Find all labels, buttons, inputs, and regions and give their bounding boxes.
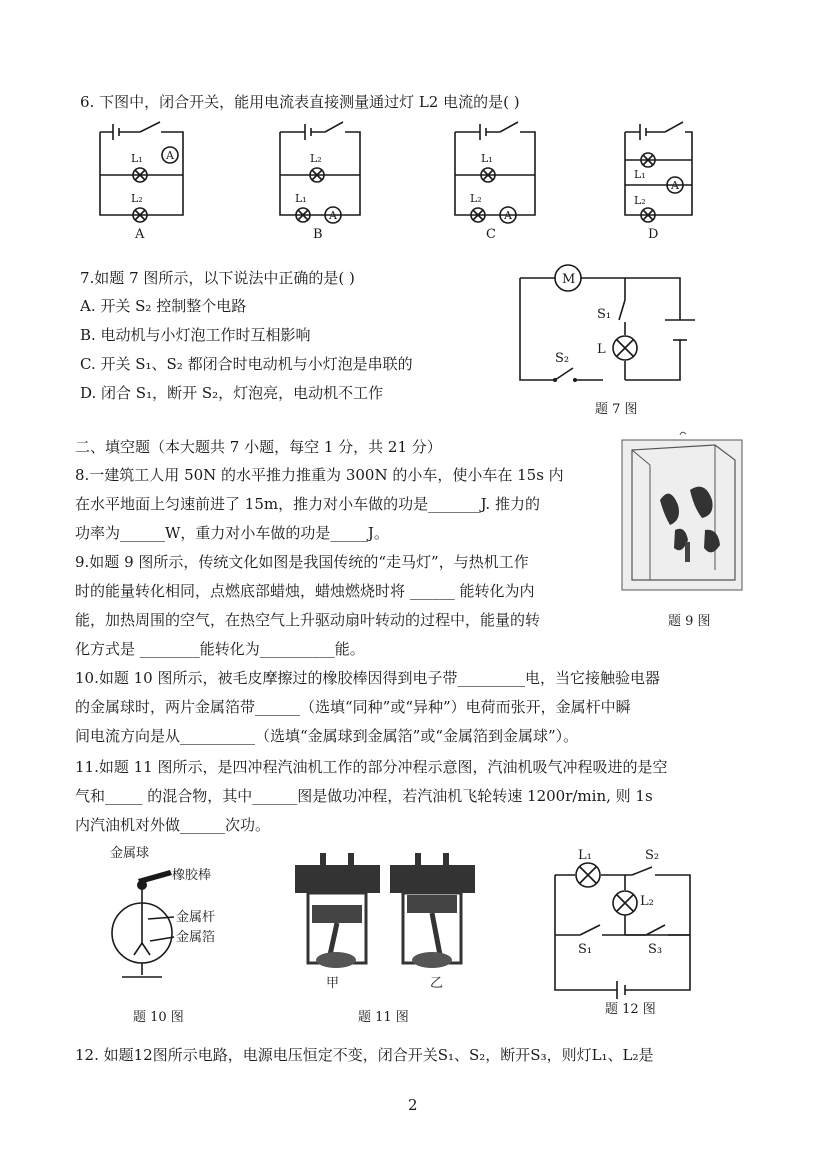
svg-text:橡胶棒: 橡胶棒 bbox=[172, 868, 212, 883]
engine-yi bbox=[390, 853, 475, 968]
engine-yi-label: 乙 bbox=[430, 976, 444, 991]
label-d: D bbox=[648, 227, 659, 242]
q7-stem: 7.如题 7 图所示，以下说法中正确的是( ) bbox=[80, 269, 355, 287]
q12-caption: 题 12 图 bbox=[605, 1002, 656, 1017]
q7-option-a: A. 开关 S₂ 控制整个电路 bbox=[80, 297, 247, 315]
q7-caption: 题 7 图 bbox=[595, 402, 638, 417]
q7-option-d: D. 闭合 S₁，断开 S₂，灯泡亮，电动机不工作 bbox=[80, 384, 384, 402]
svg-text:A: A bbox=[329, 209, 337, 222]
q8-line1: 8.一建筑工人用 50N 的水平推力推重为 300N 的小车，使小车在 15s 内 bbox=[75, 466, 564, 484]
q10-line3: 间电流方向是从__________（选填“金属球到金属箔”或“金属箔到金属球”）。 bbox=[75, 727, 579, 745]
q9-line1: 9.如题 9 图所示，传统文化如图是我国传统的“走马灯”，与热机工作 bbox=[75, 553, 529, 571]
svg-text:S₁: S₁ bbox=[597, 307, 612, 322]
q11-line1: 11.如题 11 图所示，是四冲程汽油机工作的部分冲程示意图，汽油机吸气冲程吸进的是空 bbox=[75, 758, 668, 776]
engine-jia bbox=[295, 853, 380, 968]
section2-heading: 二、填空题（本大题共 7 小题，每空 1 分，共 21 分） bbox=[75, 438, 442, 456]
svg-text:S₃: S₃ bbox=[648, 942, 663, 957]
q8-line3: 功率为______W，重力对小车做的功是_____J。 bbox=[75, 524, 389, 542]
page-number: 2 bbox=[408, 1096, 418, 1114]
q9-line3: 能，加热周围的空气，在热空气上升驱动扇叶转动的过程中，能量的转 bbox=[75, 611, 541, 629]
svg-text:L₂: L₂ bbox=[310, 152, 322, 165]
svg-text:L₁: L₁ bbox=[634, 168, 646, 181]
svg-text:金属球: 金属球 bbox=[110, 846, 150, 861]
q8-line2: 在水平地面上匀速前进了 15m，推力对小车做的功是_______J. 推力的 bbox=[75, 495, 540, 513]
q10-electroscope-figure bbox=[100, 845, 240, 980]
svg-text:L: L bbox=[597, 342, 606, 357]
motor-label: M bbox=[562, 272, 576, 287]
svg-text:L₂: L₂ bbox=[640, 894, 654, 909]
q9-lantern-image bbox=[620, 430, 745, 600]
q7-option-c: C. 开关 S₁、S₂ 都闭合时电动机与小灯泡是串联的 bbox=[80, 355, 413, 373]
svg-text:L₁: L₁ bbox=[481, 152, 493, 165]
svg-text:L₂: L₂ bbox=[634, 194, 646, 207]
q6-stem: 6. 下图中，闭合开关，能用电流表直接测量通过灯 L2 电流的是( ) bbox=[80, 93, 520, 111]
q10-caption: 题 10 图 bbox=[133, 1010, 184, 1025]
q6-circuit-b bbox=[275, 120, 370, 240]
svg-text:金属杆: 金属杆 bbox=[176, 910, 216, 925]
q11-line2: 气和_____ 的混合物，其中______图是做功冲程，若汽油机飞轮转速 1200r/min, 则 1s bbox=[75, 787, 653, 805]
q12-circuit-figure bbox=[550, 845, 700, 995]
q9-line4: 化方式是 ________能转化为__________能。 bbox=[75, 640, 365, 658]
q6-circuit-d bbox=[620, 120, 715, 240]
label-a: A bbox=[135, 227, 145, 242]
q10-line2: 的金属球时，两片金属箔带______（选填“同种”或“异种”）电荷而张开，金属杆中瞬 bbox=[75, 698, 631, 716]
q11-caption: 题 11 图 bbox=[358, 1010, 409, 1025]
svg-text:A: A bbox=[671, 179, 679, 192]
svg-text:S₂: S₂ bbox=[555, 351, 570, 366]
q6-circuit-a bbox=[95, 120, 190, 240]
q7-figure bbox=[515, 260, 695, 420]
label-c: C bbox=[486, 227, 496, 242]
engine-jia-label: 甲 bbox=[326, 976, 340, 991]
svg-text:S₁: S₁ bbox=[578, 942, 593, 957]
q9-line2: 时的能量转化相同，点燃底部蜡烛，蜡烛燃烧时将 ______ 能转化为内 bbox=[75, 582, 535, 600]
svg-text:L₁: L₁ bbox=[578, 848, 592, 863]
q12-stem: 12. 如题12图所示电路，电源电压恒定不变，闭合开关S₁、S₂，断开S₃，则灯L₁、L₂是 bbox=[75, 1046, 654, 1064]
q10-line1: 10.如题 10 图所示，被毛皮摩擦过的橡胶棒因得到电子带_________电，当它接触验电器 bbox=[75, 669, 660, 687]
svg-text:L₂: L₂ bbox=[131, 192, 143, 205]
svg-text:A: A bbox=[504, 209, 512, 222]
q7-option-b: B. 电动机与小灯泡工作时互相影响 bbox=[80, 326, 311, 344]
ammeter-a: A bbox=[166, 149, 174, 162]
svg-text:L₁: L₁ bbox=[295, 192, 307, 205]
q11-engine-figure bbox=[290, 845, 485, 995]
svg-text:金属箔: 金属箔 bbox=[176, 930, 216, 945]
svg-text:L₂: L₂ bbox=[470, 192, 482, 205]
q11-line3: 内汽油机对外做______次功。 bbox=[75, 816, 271, 834]
svg-text:S₂: S₂ bbox=[645, 848, 660, 863]
q6-circuit-c bbox=[450, 120, 545, 240]
label-b: B bbox=[313, 227, 323, 242]
q9-caption: 题 9 图 bbox=[668, 614, 711, 629]
svg-text:L₁: L₁ bbox=[131, 152, 143, 165]
